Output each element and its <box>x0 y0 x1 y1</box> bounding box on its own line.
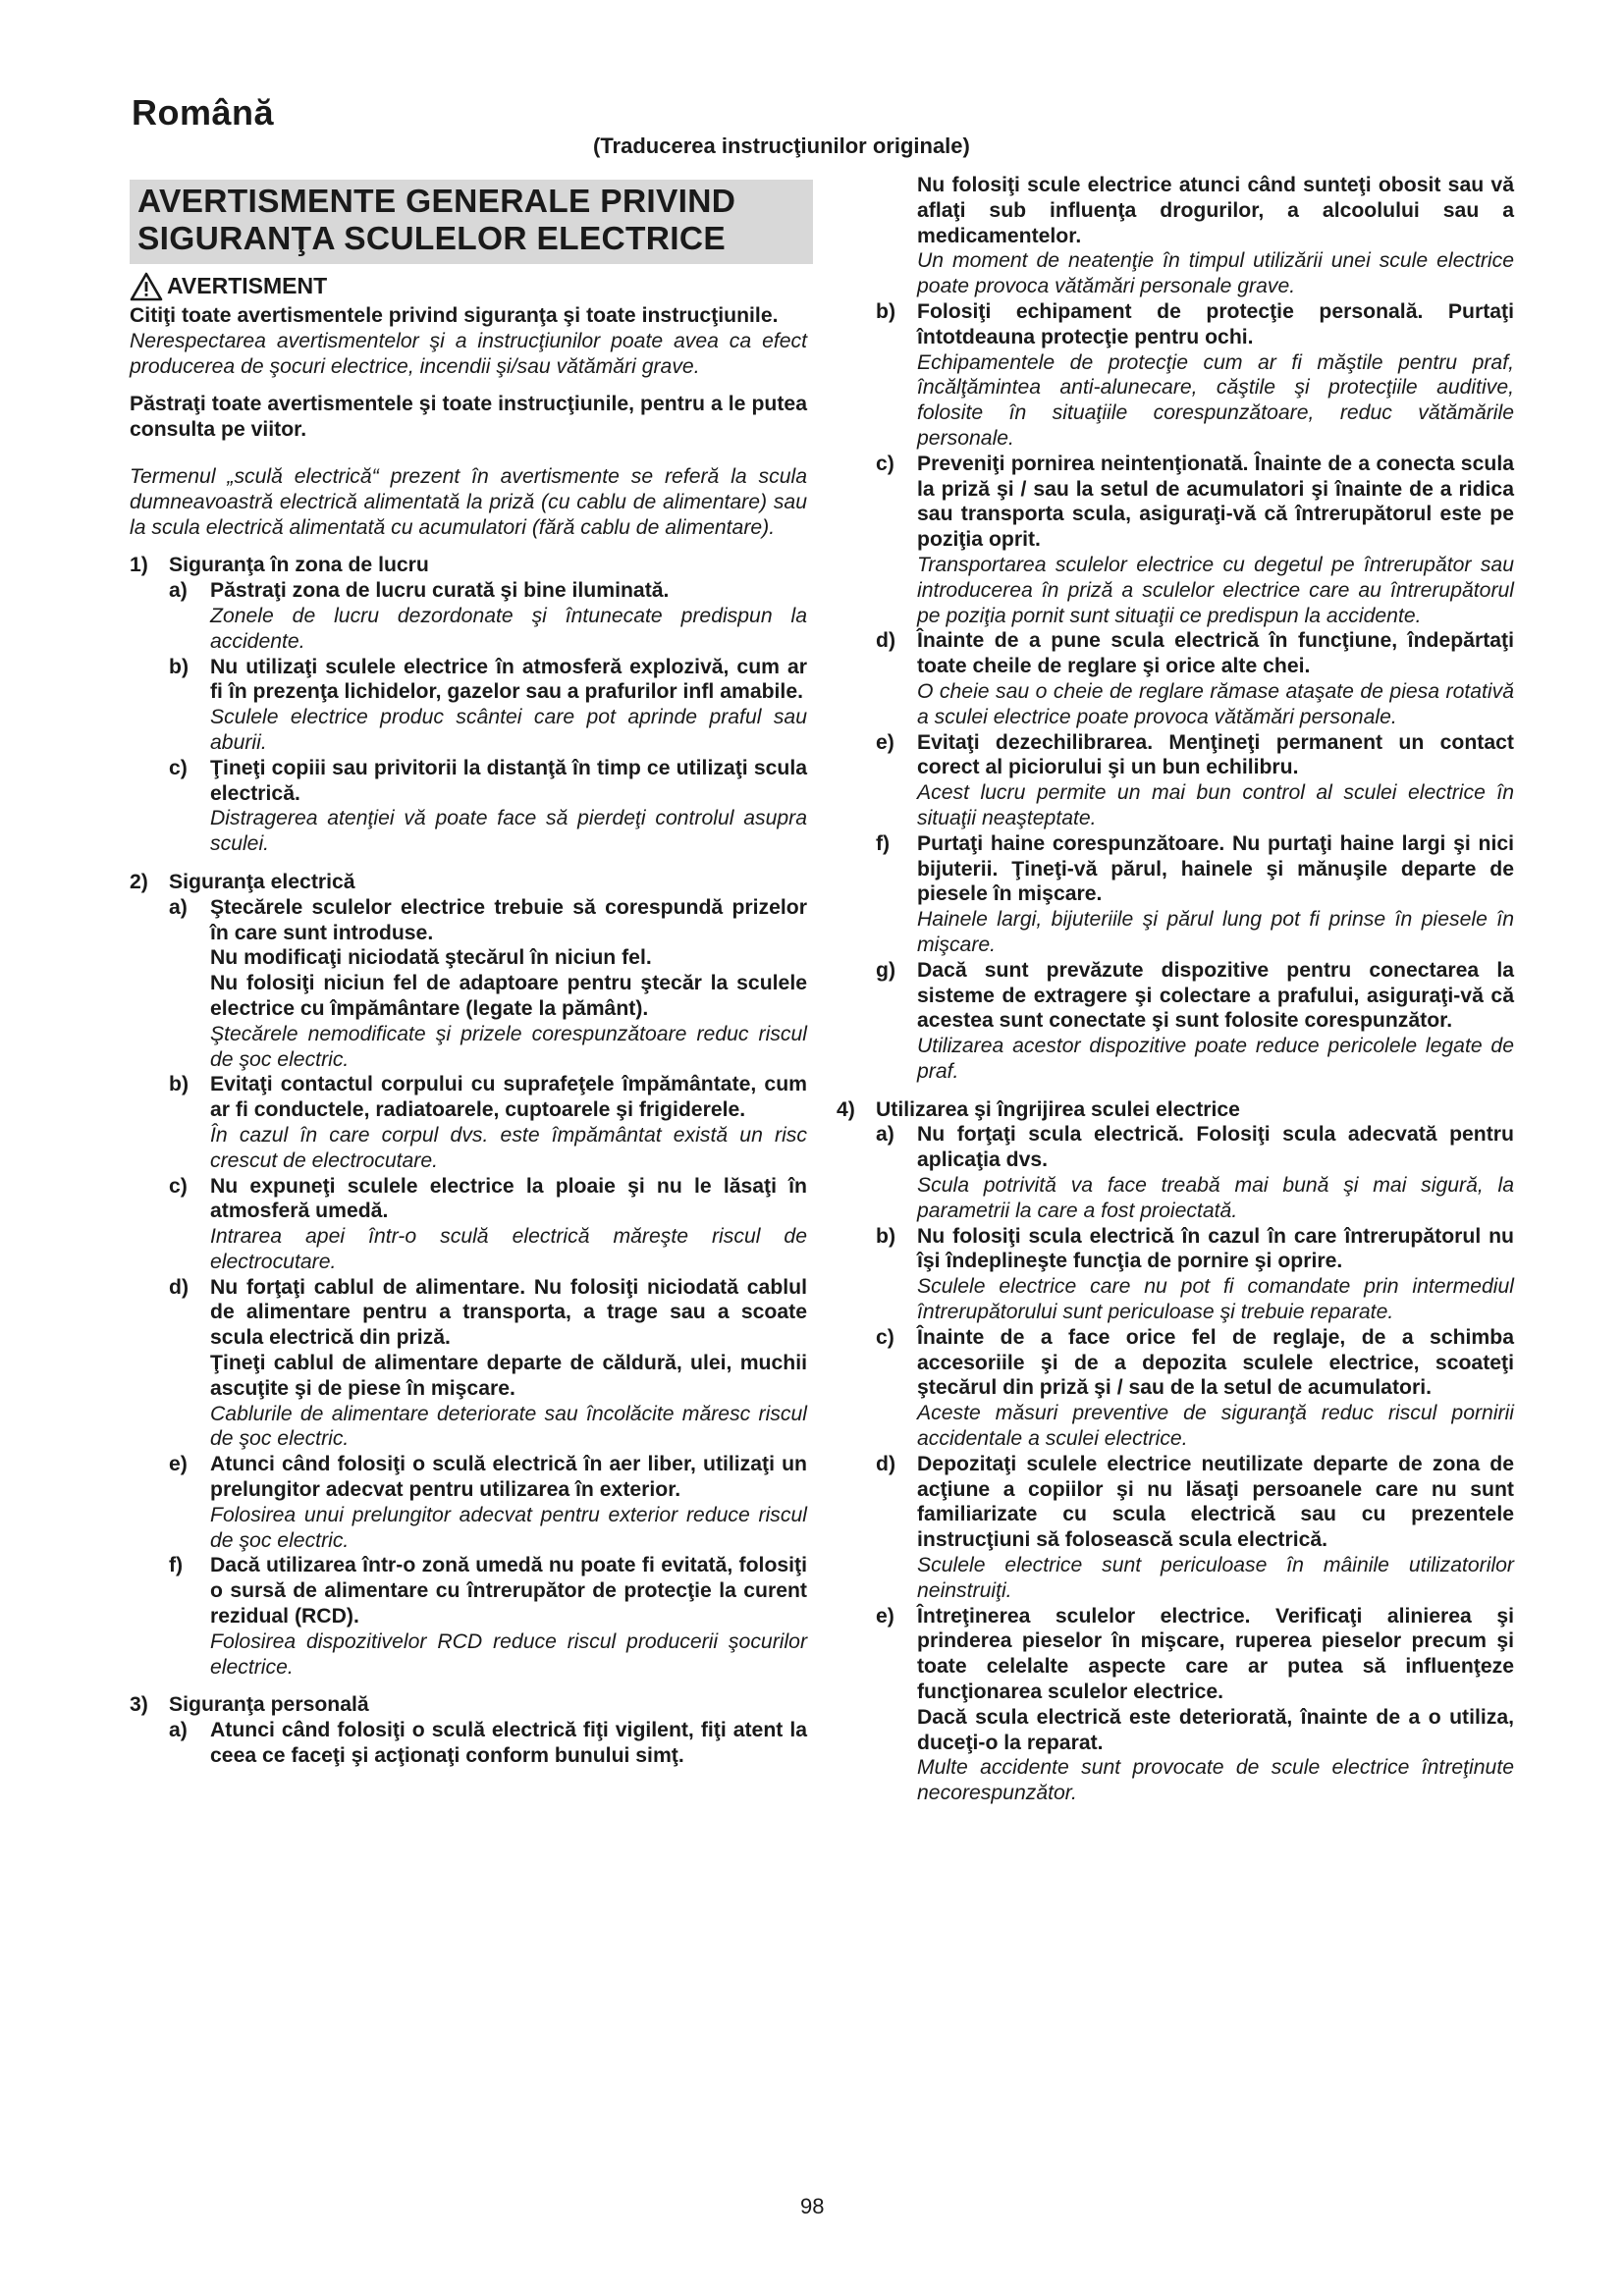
intro-italic-3: Termenul „sculă electrică“ prezent în avertismente se referă la scula dumneavoastră electrică alimentată la priză (cu cablu de alimentare) sau la scula electrică alimentată cu acumulatori (fără cablu de alimentare). <box>130 464 807 539</box>
list-item <box>876 628 1514 729</box>
list-item <box>169 655 807 756</box>
section-title: Siguranţa personală <box>169 1693 369 1717</box>
page-number: 98 <box>800 2194 825 2218</box>
item-italic: Ştecărele nemodificate şi prizele corespunzătoare reduc riscul de şoc electric. <box>210 1022 807 1071</box>
item-bold-2: Ţineţi cablul de alimentare departe de căldură, ulei, muchii ascuţite şi de piese în mişcare. <box>210 1352 807 1400</box>
item-bold: Întreţinerea sculelor electrice. Verificaţi alinierea şi prinderea pieselor în mişcare, ruperea pieselor precum şi toate celelalte aspecte care ar putea să influenţeze funcţionarea sculelor electrice. <box>917 1604 1514 1704</box>
item-italic: Folosirea dispozitivelor RCD reduce riscul producerii şocurilor electrice. <box>210 1629 807 1679</box>
section-2-items <box>169 895 807 1681</box>
item-letter: c) <box>876 1325 894 1349</box>
item-italic: Multe accidente sunt provocate de scule electrice întreţinute necorespunzător. <box>917 1756 1514 1805</box>
item-letter: d) <box>876 1452 895 1475</box>
warning-triangle-icon <box>130 272 163 301</box>
list-item <box>876 452 1514 629</box>
item-bold: Ţineţi copiii sau privitorii la distanţă în timp ce utilizaţi scula electrică. <box>210 756 807 805</box>
list-item <box>169 1072 807 1173</box>
item-letter: c) <box>169 1174 188 1198</box>
item-bold: Depozitaţi sculele electrice neutilizate departe de zona de acţiune a copiilor şi nu lăsaţi persoanele care nu sunt familiarizate cu scula electrică sau cu prezentele instrucţiuni să folosească scula electrică. <box>917 1452 1514 1552</box>
item-bold: Nu forţaţi scula electrică. Folosiţi scula adecvată pentru aplicaţia dvs. <box>917 1123 1514 1172</box>
item-italic: Echipamentele de protecţie cum ar fi măştile pentru praf, încălţămintea anti-alunecare, căştile şi protecţiile auditive, folosite în situaţiile corespunzătoare, reduc vătămările personale. <box>917 350 1514 450</box>
item-letter: a) <box>169 1719 188 1742</box>
item-italic: Un moment de neatenţie în timpul utilizării unei scule electrice poate provoca vătămări personale grave. <box>917 249 1514 298</box>
item-letter: b) <box>169 655 189 678</box>
list-item <box>876 173 1514 299</box>
section-1-heading <box>130 553 807 578</box>
item-italic: Zonele de lucru dezordonate şi întunecate predispun la accidente. <box>210 604 807 653</box>
item-bold: Nu folosiţi scula electrică în cazul în care întrerupătorul nu îşi îndeplineşte funcţia de pornire şi oprire. <box>917 1224 1514 1273</box>
section-3-items-cont <box>876 173 1514 1085</box>
page-language: Română <box>132 92 275 133</box>
list-item <box>876 1224 1514 1325</box>
item-letter: d) <box>169 1275 189 1299</box>
item-bold: Ştecărele sculelor electrice trebuie să corespundă prizelor în care sunt introduse. <box>210 895 807 944</box>
item-letter: e) <box>876 730 894 754</box>
section-4-heading <box>837 1097 1514 1123</box>
item-bold-2: Dacă scula electrică este deteriorată, înainte de a o utiliza, duceţi-o la reparat. <box>917 1705 1514 1754</box>
item-bold: Purtaţi haine corespunzătoare. Nu purtaţi haine largi şi nici bijuterii. Ţineţi-vă părul, hainele şi mănuşile departe de piesele în mişcare. <box>917 831 1514 906</box>
list-item <box>169 1553 807 1680</box>
intro-bold-1: Citiţi toate avertismentele privind siguranţa şi toate instrucţiunile. <box>130 304 779 327</box>
intro-italic-1: Nerespectarea avertismentelor şi a instrucţiunilor poate avea ca efect producerea de şocuri electrice, incendii şi/sau vătămări grave. <box>130 329 807 378</box>
section-3-heading <box>130 1692 807 1718</box>
title-box <box>130 180 813 264</box>
item-letter: b) <box>876 299 895 323</box>
list-item <box>169 1452 807 1553</box>
item-bold: Înainte de a pune scula electrică în funcţiune, îndepărtaţi toate cheile de reglare şi orice alte chei. <box>917 629 1514 678</box>
list-item <box>169 756 807 857</box>
section-3-items-start <box>169 1718 807 1769</box>
section-2-heading <box>130 870 807 895</box>
section-title: Siguranţa electrică <box>169 870 355 893</box>
item-bold: Preveniţi pornirea neintenţionată. Înainte de a conecta scula la priză şi / sau la setul de acumulatori şi înainte de a ridica sau transporta scula, asiguraţi-vă că întrerupătorul este pe poziţia oprit. <box>917 452 1514 552</box>
section-number: 2) <box>130 870 148 893</box>
item-italic: Sculele electrice care nu pot fi comandate prin intermediul întrerupătorului sunt periculoase şi trebuie reparate. <box>917 1275 1514 1324</box>
item-bold-3: Nu folosiţi niciun fel de adaptoare pentru ştecăr la sculele electrice cu împământare (legate la pământ). <box>210 972 807 1020</box>
section-number: 3) <box>130 1693 148 1717</box>
list-item <box>876 730 1514 831</box>
item-letter: a) <box>876 1123 894 1147</box>
item-letter: d) <box>876 629 895 653</box>
item-italic: Cablurile de alimentare deteriorate sau încolăcite măresc riscul de şoc electric. <box>210 1402 807 1451</box>
item-italic: Acest lucru permite un mai bun control al sculei electrice în situaţii neaşteptate. <box>917 781 1514 829</box>
item-bold: Dacă utilizarea într-o zonă umedă nu poate fi evitată, folosiţi o sursă de alimentare cu întrerupător de protecţie la curent rezidual (RCD). <box>210 1554 807 1629</box>
item-italic: Intrarea apei într-o sculă electrică măreşte riscul de electrocutare. <box>210 1225 807 1273</box>
item-italic: Folosirea unui prelungitor adecvat pentru exterior reduce riscul de şoc electric. <box>210 1503 807 1552</box>
item-letter: f) <box>876 831 891 855</box>
item-letter: c) <box>169 756 188 779</box>
section-title: Siguranţa în zona de lucru <box>169 554 429 577</box>
item-letter: f) <box>169 1554 184 1577</box>
item-letter: e) <box>169 1453 188 1476</box>
item-italic: O cheie sau o cheie de reglare rămase ataşate de piesa rotativă a sculei electrice poate provoca vătămări personale. <box>917 679 1514 728</box>
list-item <box>169 895 807 1073</box>
item-bold-2: Nu folosiţi scule electrice atunci când sunteţi obosit sau vă aflaţi sub influenţa drogurilor, a alcoolului sau a medicamentelor. <box>917 174 1514 247</box>
item-bold: Evitaţi contactul corpului cu suprafeţele împământate, cum ar fi conductele, radiatoarele, cuptoarele şi frigiderele. <box>210 1073 807 1122</box>
section-title: Utilizarea şi îngrijirea sculei electrice <box>876 1097 1240 1121</box>
item-bold: Evitaţi dezechilibrarea. Menţineţi permanent un contact corect al piciorului şi un bun echilibru. <box>917 730 1514 779</box>
item-bold: Nu forţaţi cablul de alimentare. Nu folosiţi niciodată cablul de alimentare pentru a transporta, a trage sau a scoate scula electrică din priză. <box>210 1275 807 1350</box>
list-item <box>169 1174 807 1275</box>
item-bold: Păstraţi zona de lucru curată şi bine iluminată. <box>210 579 670 603</box>
list-item <box>876 1122 1514 1223</box>
item-italic: Sculele electrice produc scântei care pot aprinde praful sau aburii. <box>210 706 807 754</box>
warning-heading <box>130 272 807 301</box>
item-bold: Nu utilizaţi sculele electrice în atmosferă explozivă, cum ar fi în prezenţa lichidelor, gazelor sau a prafurilor infl amabile. <box>210 655 807 704</box>
item-bold: Atunci când folosiţi o sculă electrică fiţi vigilent, fiţi atent la ceea ce faceţi şi acţionaţi conform bunului simţ. <box>210 1719 807 1768</box>
title-line-2: SIGURANŢA SCULELOR ELECTRICE <box>137 221 727 257</box>
item-bold: Înainte de a face orice fel de reglaje, de a schimba accesoriile şi de a depozita sculele electrice, scoateţi ştecărul din priză şi / sau de la setul de acumulatori. <box>917 1325 1514 1400</box>
item-letter: b) <box>169 1073 189 1096</box>
item-letter: a) <box>169 579 188 603</box>
list-item <box>169 578 807 654</box>
item-letter: a) <box>169 895 188 919</box>
section-number: 4) <box>837 1097 855 1121</box>
title-line-1: AVERTISMENTE GENERALE PRIVIND <box>137 184 736 220</box>
intro-bold-2: Păstraţi toate avertismentele şi toate instrucţiunile, pentru a le putea consulta pe viitor. <box>130 393 807 442</box>
page-subtitle: (Traducerea instrucţiunilor originale) <box>593 133 970 158</box>
item-letter: g) <box>876 958 895 982</box>
item-letter: b) <box>876 1224 895 1248</box>
item-bold: Folosiţi echipament de protecţie personală. Purtaţi întotdeauna protecţie pentru ochi. <box>917 299 1514 348</box>
list-item <box>876 958 1514 1085</box>
item-italic: În cazul în care corpul dvs. este împământat există un risc crescut de electrocutare. <box>210 1123 807 1172</box>
list-item <box>876 1325 1514 1452</box>
right-column <box>837 173 1514 1806</box>
item-italic: Utilizarea acestor dispozitive poate reduce pericolele legate de praf. <box>917 1035 1514 1083</box>
list-item <box>876 299 1514 452</box>
item-bold: Atunci când folosiţi o sculă electrică în aer liber, utilizaţi un prelungitor adecvat pentru utilizarea în exterior. <box>210 1453 807 1502</box>
item-bold: Dacă sunt prevăzute dispozitive pentru conectarea la sisteme de extragere şi colectare a prafului, asiguraţi-vă că acestea sunt conectate şi sunt folosite corespunzător. <box>917 958 1514 1033</box>
item-letter: c) <box>876 452 894 475</box>
item-italic: Scula potrivită va face treabă mai bună şi mai sigură, la parametrii la care a fost proiectată. <box>917 1174 1514 1222</box>
item-italic: Aceste măsuri preventive de siguranţă reduc riscul pornirii accidentale a sculei electrice. <box>917 1402 1514 1451</box>
warning-label: AVERTISMENT <box>167 273 328 299</box>
section-1-items <box>169 578 807 857</box>
item-italic: Hainele largi, bijuteriile şi părul lung pot fi prinse în piesele în mişcare. <box>917 908 1514 956</box>
list-item <box>876 1452 1514 1604</box>
section-number: 1) <box>130 554 148 577</box>
item-letter: e) <box>876 1604 894 1628</box>
left-column <box>130 180 807 1769</box>
list-item <box>876 831 1514 958</box>
list-item <box>876 1604 1514 1806</box>
section-4-items <box>876 1122 1514 1806</box>
list-item <box>169 1275 807 1453</box>
item-bold-2: Nu modificaţi niciodată ştecărul în niciun fel. <box>210 946 652 970</box>
item-italic: Transportarea sculelor electrice cu degetul pe întrerupător sau introducerea în priză a sculelor electrice care au întrerupătorul pe poziţia pornit sunt situaţii ce predispun la accidente. <box>917 553 1514 627</box>
item-bold: Nu expuneţi sculele electrice la ploaie şi nu le lăsaţi în atmosferă umedă. <box>210 1174 807 1223</box>
item-italic: Sculele electrice sunt periculoase în mâinile utilizatorilor neinstruiţi. <box>917 1554 1514 1602</box>
item-italic: Distragerea atenţiei vă poate face să pierdeţi controlul asupra sculei. <box>210 807 807 856</box>
list-item <box>169 1718 807 1769</box>
